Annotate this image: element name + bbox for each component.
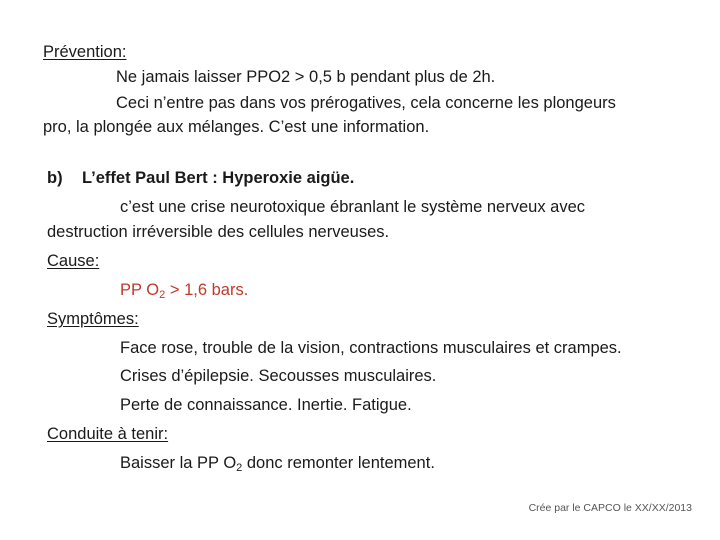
symptom-item: Perte de connaissance. Inertie. Fatigue.: [120, 396, 412, 414]
symptoms-heading: Symptômes:: [47, 310, 139, 328]
cause-heading: Cause:: [47, 252, 100, 270]
prevention-line-2a: Ceci n’entre pas dans vos prérogatives, cela concerne les plongeurs: [116, 94, 616, 112]
section-b-desc-2: destruction irréversible des cellules nerveuses.: [47, 223, 390, 241]
cause-pp-value: PP $O_2 > 1,6$ bars.: [120, 281, 249, 301]
conduct-text: Baisser la PP $O_2$ donc remonter lentement.: [120, 454, 435, 474]
section-b-desc-1: c’est une crise neurotoxique ébranlant le système nerveux avec: [120, 198, 586, 216]
prevention-line-2b: pro, la plongée aux mélanges. C’est une information.: [43, 118, 430, 136]
symptom-item: Face rose, trouble de la vision, contractions musculaires et crampes.: [120, 339, 622, 357]
section-b-marker: b): [47, 169, 63, 187]
conduct-heading: Conduite à tenir:: [47, 425, 169, 443]
prevention-line-1: Ne jamais laisser PPO2 > 0,5 b pendant plus de 2h.: [116, 68, 496, 86]
symptom-item: Crises d’épilepsie. Secousses musculaires.: [120, 367, 437, 385]
section-b-title: L’effet Paul Bert : Hyperoxie aigüe.: [82, 169, 355, 187]
footer-credit: Crée par le CAPCO le XX/XX/2013: [528, 502, 692, 514]
prevention-heading: Prévention:: [43, 43, 127, 61]
